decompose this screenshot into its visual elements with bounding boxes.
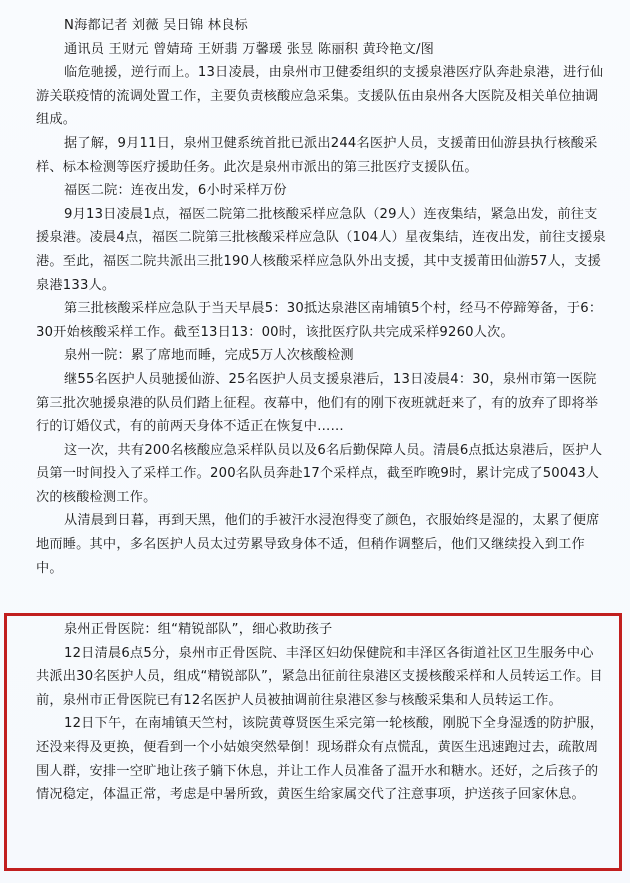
byline-correspondents: 通讯员 王财元 曾婧琦 王妍翡 万馨瑗 张昱 陈丽积 黄玲艳文/图 [64,41,435,57]
paragraph-first-hospital-results: 这一次，共有200名核酸应急采样队员以及6名后勤保障人员。清晨6点抵达泉港后，医护人员第一时间投入了采样工作。200名队员奔赴17个采样点，截至昨晚9时，累计完成了50043人次的核酸检测工作。 [36,442,603,505]
subhead-quanzhou-first-hospital: 泉州一院：累了席地而睡，完成5万人次核酸检测 [64,348,354,364]
paragraph-first-hospital-effort: 从清晨到日暮，再到天黑，他们的手被汗水浸泡得变了颜色，衣服始终是湿的，太累了便席地而睡。其中，多名医护人员太过劳累导致身体不适，但稍作调整后，他们又继续投入到工作中。 [36,513,600,576]
highlighted-section [36,618,606,807]
paragraph-fuyi-sampling: 第三批核酸采样应急队于当天早晨5：30抵达泉港区南埔镇5个村，经马不停蹄筹备，于6：30开始核酸采样工作。截至13日13：00时，该批医疗队共完成采样9260人次。 [36,301,603,340]
paragraph-background: 据了解，9月11日，泉州卫健系统首批已派出244名医护人员，支援莆田仙游县执行核酸采样、标本检测等医疗援助任务。此次是泉州市派出的第三批医疗支援队伍。 [36,135,598,175]
paragraph-orthopedic-dispatch: 12日清晨6点5分，泉州市正骨医院、丰泽区妇幼保健院和丰泽区各街道社区卫生服务中心共派出30名医护人员，组成“精锐部队”，紧急出征前往泉港区支援核酸采样和人员转运工作。目前，泉州市正骨医院已有12名医护人员被抽调前往泉港区参与核酸采集和人员转运工作。 [36,645,603,708]
paragraph-orthopedic-rescue: 12日下午，在南埔镇天竺村，该院黄尊贤医生采完第一轮核酸，刚脱下全身湿透的防护服，还没来得及更换，便看到一个小姑娘突然晕倒！现场群众有点慌乱，黄医生迅速跑过去，疏散周围人群，安排一空旷地让孩子躺下休息，并让工作人员准备了温开水和糖水。还好，之后孩子的情况稳定，体温正常，考虑是中暑所致，黄医生给家属交代了注意事项，护送孩子回家休息。 [36,716,604,803]
subhead-fuyi-second-hospital: 福医二院：连夜出发，6小时采样万份 [64,183,287,199]
paragraph-first-hospital-dispatch: 继55名医护人员驰援仙游、25名医护人员支援泉港后，13日凌晨4：30，泉州市第一医院第三批次驰援泉港的队员们踏上征程。夜幕中，他们有的刚下夜班就赶来了，有的放弃了即将举行的订婚仪式，有的前两天身体不适正在恢复中…… [36,371,599,435]
byline-reporters: N海都记者 刘薇 吴日锦 林良标 [64,18,248,33]
subhead-orthopedic-hospital: 泉州正骨医院：组“精锐部队”，细心救助孩子 [64,622,333,637]
paragraph-fuyi-dispatch: 9月13日凌晨1点，福医二院第二批核酸采样应急队（29人）连夜集结，紧急出发，前往支援泉港。凌晨4点，福医二院第三批核酸采样应急队（104人）星夜集结，连夜出发，前往支援泉港。至此，福医二院共派出三批190人核酸采样应急队外出支援，其中支援莆田仙游57人，支援泉港133人。 [36,206,606,293]
article-body [36,14,606,580]
paragraph-intro: 临危驰援，逆行而上。13日凌晨，由泉州市卫健委组织的支援泉港医疗队奔赴泉港，进行仙游关联疫情的流调处置工作，主要负责核酸应急采集。支援队伍由泉州各大医院及相关单位抽调组成。 [36,65,604,128]
